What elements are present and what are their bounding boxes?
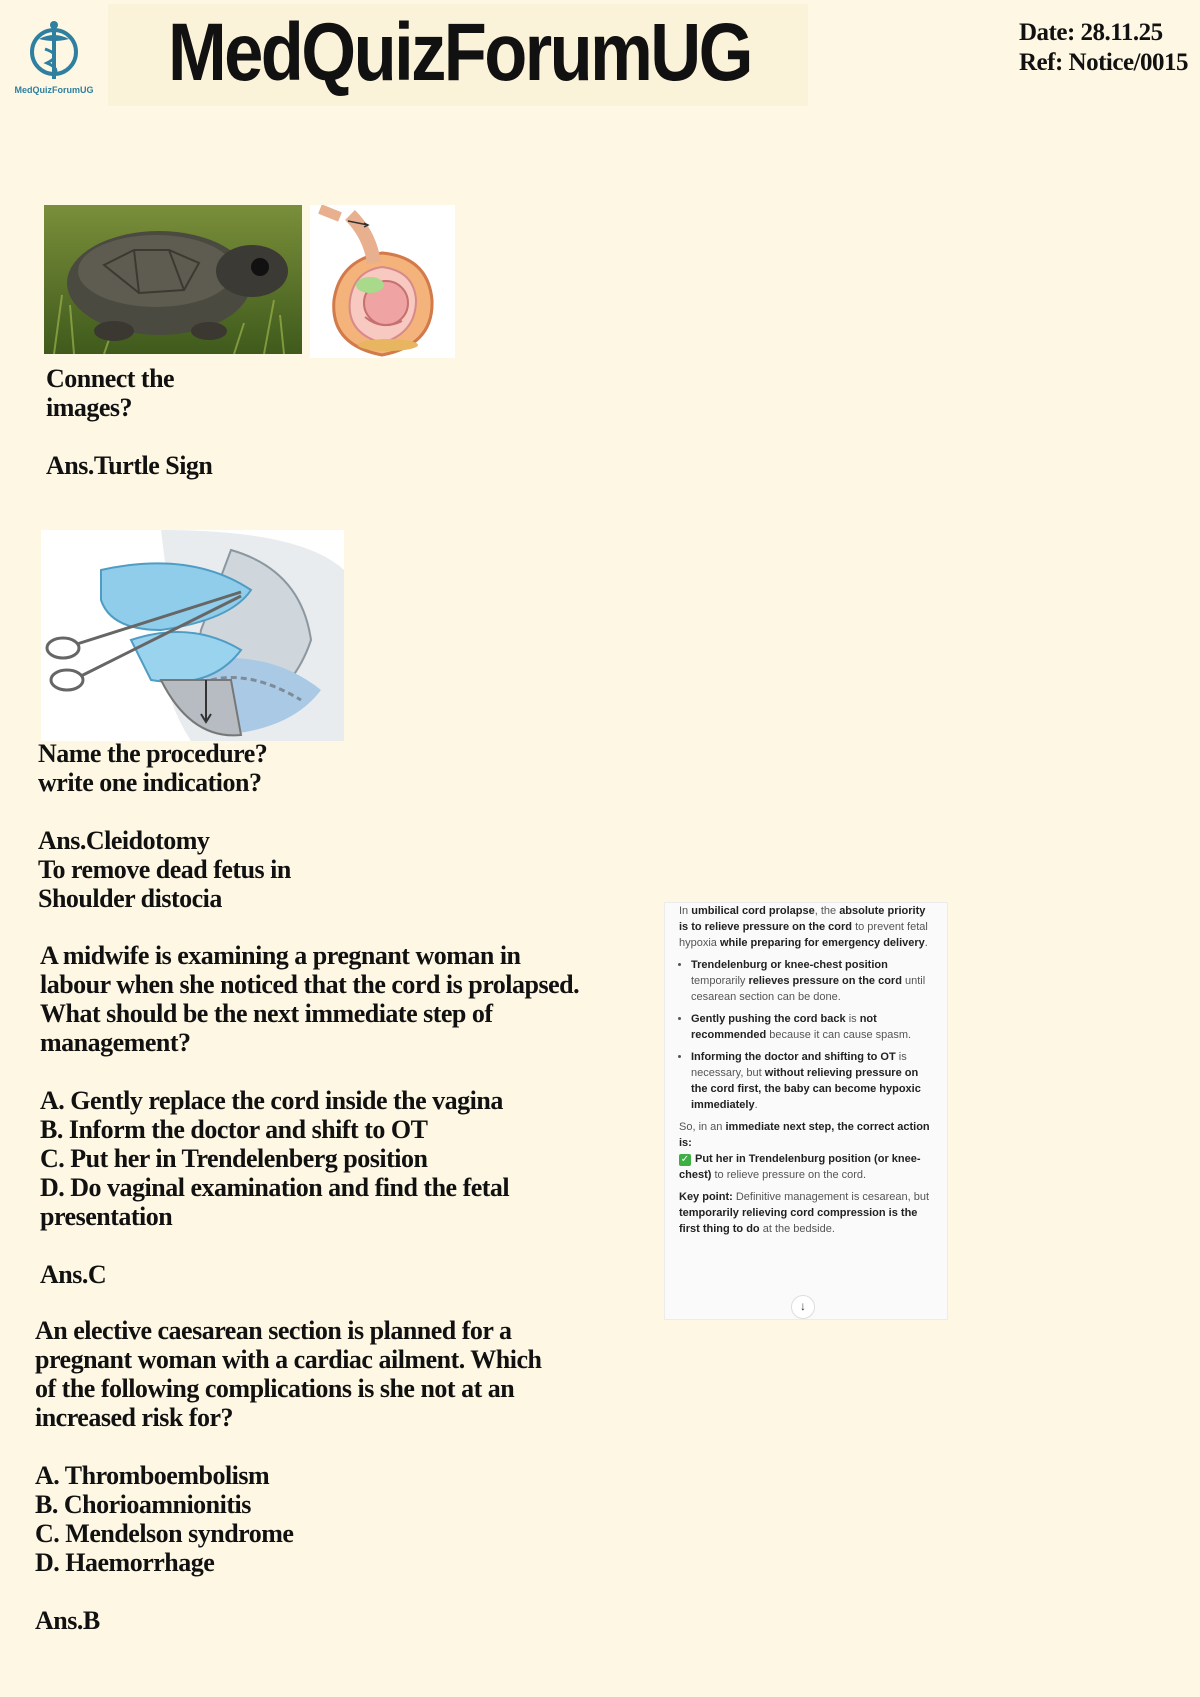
check-icon: ✓ <box>680 1154 690 1165</box>
q3-option: A. Gently replace the cord inside the vagina <box>40 1086 503 1115</box>
explanation-conclusion: So, in an immediate next step, the correct action is: ✓ Put her in Trendelenburg position (or knee-chest) to relieve pressure on the cord. <box>679 1121 930 1181</box>
page-title: MedQuizForumUG <box>168 7 751 98</box>
q4-option: D. Haemorrhage <box>35 1548 215 1577</box>
q4-question-line: An elective caesarean section is planned for a <box>35 1316 512 1345</box>
q4-answer: Ans.B <box>35 1606 100 1635</box>
q3-block <box>40 941 579 1289</box>
logo-caption: MedQuizForumUG <box>14 85 94 95</box>
q1-answer: Ans.Turtle Sign <box>46 451 213 480</box>
cleidotomy-image <box>41 530 344 741</box>
reference: Ref: Notice/0015 <box>1018 49 1188 76</box>
explanation-bullet: • Gently pushing the cord back is not recommended because it can cause spasm. <box>691 1011 937 1043</box>
q4-question-line: increased risk for? <box>35 1403 233 1432</box>
q3-option: C. Put her in Trendelenberg position <box>40 1144 428 1173</box>
logo <box>0 8 108 104</box>
q4-option: B. Chorioamnionitis <box>35 1490 251 1519</box>
explanation-screenshot <box>664 902 948 1320</box>
q2-question-line: write one indication? <box>38 768 262 797</box>
q1-block <box>46 364 212 480</box>
explanation-list <box>679 957 937 1113</box>
q3-option: D. Do vaginal examination and find the fetal <box>40 1173 510 1202</box>
explanation-bullet: • Trendelenburg or knee-chest position temporarily relieves pressure on the cord until cesarean section can be done. <box>691 957 937 1005</box>
header-meta <box>1019 18 1188 78</box>
q2-answer-line: Shoulder distocia <box>38 884 222 913</box>
q1-question-line: images? <box>46 393 133 422</box>
turtle-image <box>44 205 302 354</box>
scroll-down-icon[interactable]: ↓ <box>791 1295 815 1319</box>
q3-option: B. Inform the doctor and shift to OT <box>40 1115 428 1144</box>
q3-question-line: A midwife is examining a pregnant woman in <box>40 941 521 970</box>
explanation-key-point: Key point: Definitive management is cesarean, but temporarily relieving cord compression is the first thing to do at the bedside. <box>679 1191 930 1235</box>
q4-option: C. Mendelson syndrome <box>35 1519 294 1548</box>
q3-answer: Ans.C <box>40 1260 107 1289</box>
q4-option: A. Thromboembolism <box>35 1461 270 1490</box>
q4-question-line: of the following complications is she not at an <box>35 1374 515 1403</box>
explanation-intro: In umbilical cord prolapse, the absolute priority is to relieve pressure on the cord to prevent fetal hypoxia while preparing for emergency delivery. <box>679 905 928 949</box>
q3-question-line: management? <box>40 1028 191 1057</box>
q4-block <box>35 1316 541 1635</box>
q2-answer-line: To remove dead fetus in <box>38 855 291 884</box>
date: Date: 28.11.25 <box>1018 19 1163 46</box>
q2-block <box>38 739 291 913</box>
explanation-bullet: • Informing the doctor and shifting to OT is necessary, but without relieving pressure on the cord first, the baby can become hypoxic immediately. <box>691 1049 937 1113</box>
caduceus-icon <box>19 17 89 87</box>
q3-question-line: What should be the next immediate step of <box>40 999 493 1028</box>
q4-question-line: pregnant woman with a cardiac ailment. Which <box>35 1345 542 1374</box>
q2-answer-line: Ans.Cleidotomy <box>38 826 210 855</box>
q3-question-line: labour when she noticed that the cord is prolapsed. <box>40 970 580 999</box>
q3-option: presentation <box>40 1202 173 1231</box>
q1-question-line: Connect the <box>46 364 175 393</box>
q2-question-line: Name the procedure? <box>38 739 268 768</box>
shoulder-dystocia-image <box>310 205 455 358</box>
